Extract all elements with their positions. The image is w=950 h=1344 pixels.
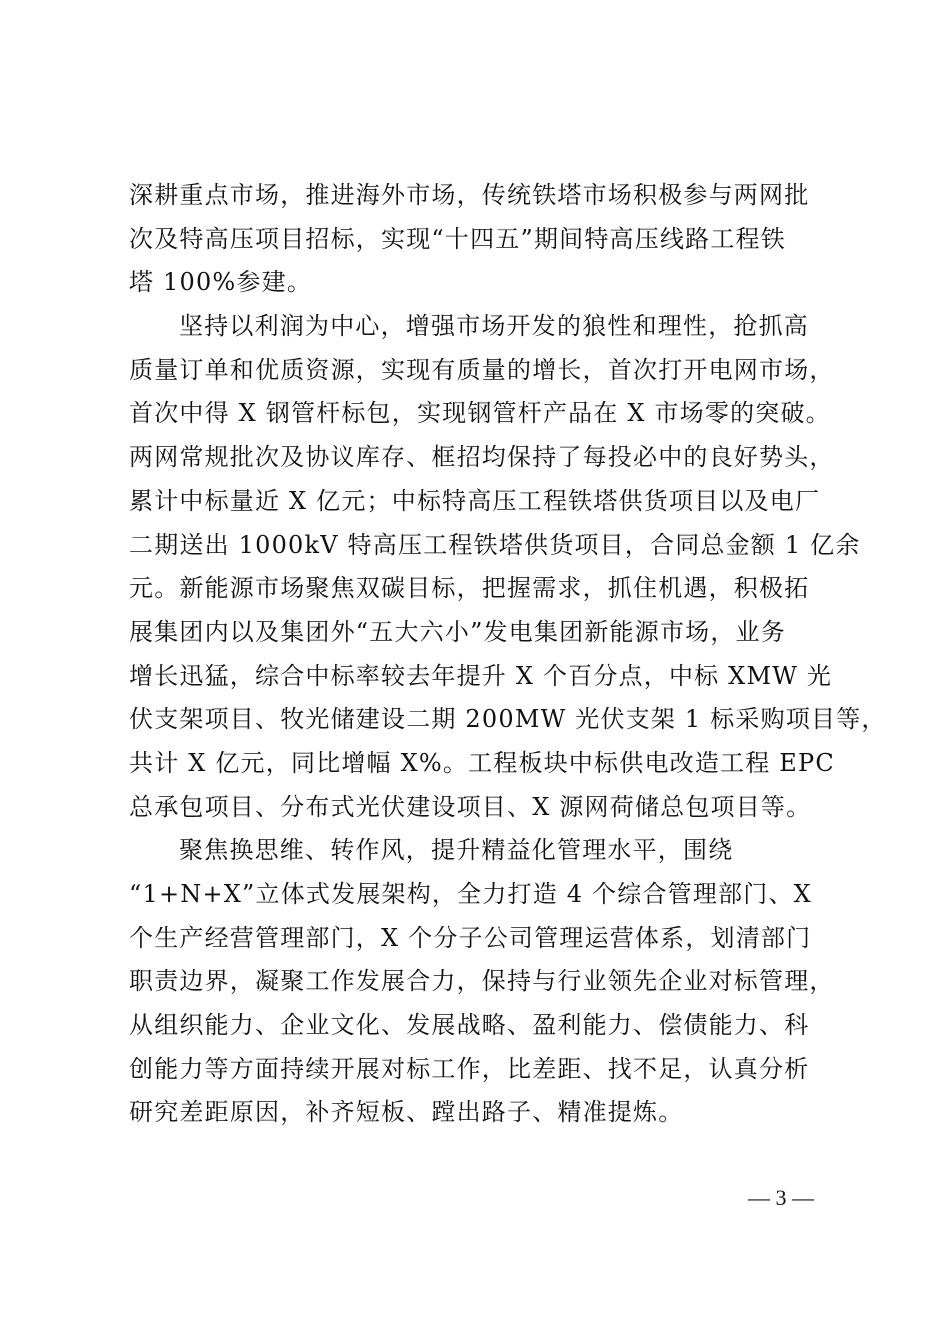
text-line-1: 深耕重点市场，推进海外市场，传统铁塔市场积极参与两网批 bbox=[129, 181, 810, 209]
body-text bbox=[129, 174, 887, 1135]
text-line-6: 首次中得 X 钢管杆标包，实现钢管杆产品在 X 市场零的突破。 bbox=[129, 399, 831, 428]
text-line-17: “1+N+X”立体式发展架构，全力打造 4 个综合管理部门、X bbox=[129, 880, 812, 908]
text-line-16: 聚焦换思维、转作风，提升精益化管理水平，围绕 bbox=[179, 836, 734, 865]
text-line-22: 研究差距原因，补齐短板、蹚出路子、精准提炼。 bbox=[129, 1098, 684, 1127]
text-line-10: 元。新能源市场聚焦双碳目标，把握需求，抓住机遇，积极拓 bbox=[129, 574, 810, 603]
text-line-11: 展集团内以及集团外“五大六小”发电集团新能源市场，业务 bbox=[129, 617, 786, 646]
text-line-19: 职责边界，凝聚工作发展合力，保持与行业领先企业对标管理， bbox=[129, 967, 835, 996]
text-line-12: 增长迅猛，综合中标率较去年提升 X 个百分点，中标 XMW 光 bbox=[129, 661, 833, 690]
text-line-3: 塔 100%参建。 bbox=[129, 268, 313, 297]
text-line-15: 总承包项目、分布式光伏建设项目、X 源网荷储总包项目等。 bbox=[129, 792, 812, 821]
text-line-4: 坚持以利润为中心，增强市场开发的狼性和理性，抢抓高 bbox=[179, 312, 809, 341]
text-line-9: 二期送出 1000kV 特高压工程铁塔供货项目，合同总金额 1 亿余 bbox=[129, 530, 861, 559]
text-line-7: 两网常规批次及协议库存、框招均保持了每投必中的良好势头， bbox=[129, 443, 835, 472]
text-line-13: 伏支架项目、牧光储建设二期 200MW 光伏支架 1 标采购项目等， bbox=[129, 705, 887, 734]
text-line-20: 从组织能力、企业文化、发展战略、盈利能力、偿债能力、科 bbox=[129, 1011, 810, 1040]
text-line-5: 质量订单和优质资源，实现有质量的增长，首次打开电网市场， bbox=[129, 355, 835, 384]
text-line-21: 创能力等方面持续开展对标工作，比差距、找不足，认真分析 bbox=[129, 1054, 810, 1083]
text-line-18: 个生产经营管理部门，X 个分子公司管理运营体系，划清部门 bbox=[129, 923, 812, 952]
page-number: — 3 — bbox=[748, 1185, 814, 1210]
text-line-14: 共计 X 亿元，同比增幅 X%。工程板块中标供电改造工程 EPC bbox=[129, 748, 835, 777]
text-line-8: 累计中标量近 X 亿元；中标特高压工程铁塔供货项目以及电厂 bbox=[129, 486, 821, 515]
text-line-2: 次及特高压项目招标，实现“十四五”期间特高压线路工程铁 bbox=[129, 224, 786, 253]
